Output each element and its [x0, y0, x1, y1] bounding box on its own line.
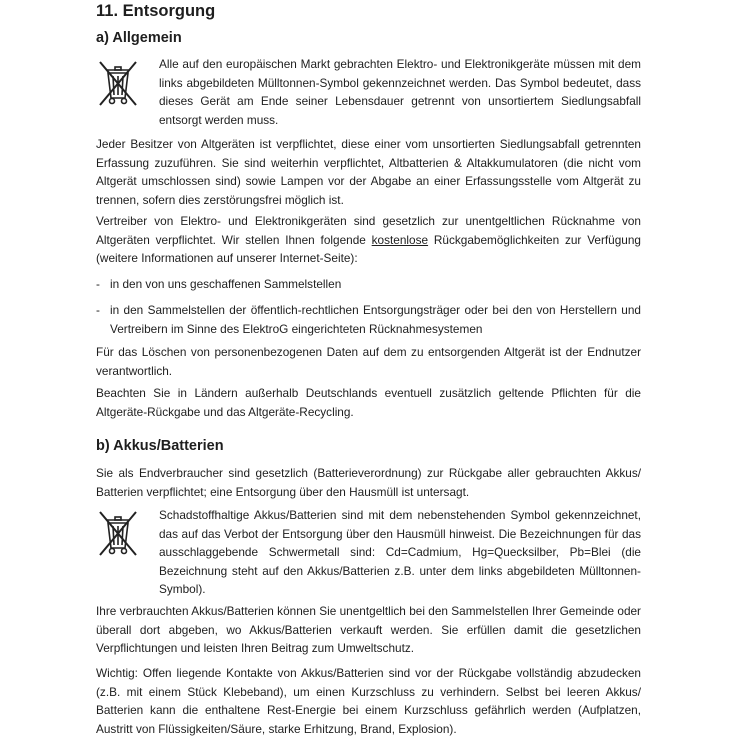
- batteries-paragraph-3: Wichtig: Offen liegende Kontakte von Akkus/Batterien sind vor der Rückgabe vollständig abzudecken (z.B. mit einem Stück Klebeband), um einen Kurzschluss zu verhindern. Selbst bei leeren Akkus/ Batterien kann die enthaltene Rest-Energie bei einem Kurzschluss gefährlich werden (Aufplatzen, Austritt von Flüssigkeiten/Säure, starke Erhitzung, Brand, Explosion).: [96, 666, 641, 736]
- batteries-paragraph-1: Sie als Endverbraucher sind gesetzlich (Batterieverordnung) zur Rückgabe aller gebrauchten Akkus/ Batterien verpflichtet; eine Entsorgung über den Hausmüll ist untersagt.: [96, 466, 641, 499]
- bullet-marker: -: [96, 277, 100, 291]
- batteries-paragraph-2: Ihre verbrauchten Akkus/Batterien können Sie unentgeltlich bei den Sammelstellen Ihrer Gemeinde oder überall dort abgeben, wo Akkus/Batterien verkauft werden. Sie erfüllen damit die gesetzlichen Verpflichtungen und leisten Ihren Beitrag zum Umweltschutz.: [96, 604, 641, 655]
- crossed-out-wheelie-bin-icon: [96, 58, 140, 108]
- general-intro-text: Alle auf den europäischen Markt gebrachten Elektro- und Elektronikgeräte müssen mit dem links abgebildeten Mülltonnen-Symbol gekennzeichnet werden. Das Symbol bedeutet, dass dieses Gerät am Ende seiner Lebensdauer getrennt von unsortiertem Siedlungsabfall entsorgt werden muss.: [159, 57, 641, 127]
- bullet-marker: -: [96, 303, 100, 317]
- list-item: [96, 301, 641, 338]
- free-of-charge-emphasis: kostenlose: [371, 232, 429, 247]
- section-title: 11. Entsorgung: [96, 2, 216, 20]
- batteries-intro-text: Schadstoffhaltige Akkus/Batterien sind mit dem nebenstehenden Symbol gekennzeichnet, das auf das Verbot der Entsorgung über den Hausmüll hinweist. Die Bezeichnungen für das ausschlaggebende Schwermetall sind: Cd=Cadmium, Hg=Quecksilber, Pb=Blei (die Bezeichnung steht auf den Akkus/Batterien z.B. unter dem links abgebildeten Mülltonnen-Symbol).: [159, 508, 641, 596]
- list-item-text: in den Sammelstellen der öffentlich-rechtlichen Entsorgungsträger oder bei den von Herstellern und Vertreibern im Sinne des ElektroG eingerichteten Rücknahmesystemen: [110, 303, 641, 336]
- general-paragraph-4: Beachten Sie in Ländern außerhalb Deutschlands eventuell zusätzlich geltende Pflichten für die Altgeräte-Rückgabe und das Altgeräte-Recycling.: [96, 386, 641, 419]
- general-paragraph-2: Vertreiber von Elektro- und Elektronikgeräten sind gesetzlich zur unentgeltlichen Rücknahme von Altgeräten verpflichtet. Wir stellen Ihnen folgende kostenlose Rückgabemöglichkeiten zur Verfügung (weitere Informationen auf unserer Internet-Seite):: [96, 214, 641, 265]
- general-paragraph-1: Jeder Besitzer von Altgeräten ist verpflichtet, diese einer vom unsortierten Siedlungsabfall getrennten Erfassung zuzuführen. Sie sind weiterhin verpflichtet, Altbatterien & Altakkumulatoren (die nicht vom Altgerät umschlossen sind) sowie Lampen vor der Abgabe an einer Erfassungsstelle vom Altgerät zu trennen, sofern dies zerstörungsfrei möglich ist.: [96, 137, 641, 207]
- list-item: [96, 275, 641, 294]
- general-paragraph-3: Für das Löschen von personenbezogenen Daten auf dem zu entsorgenden Altgerät ist der Endnutzer verantwortlich.: [96, 345, 641, 378]
- subsection-heading-batteries: b) Akkus/Batterien: [96, 438, 224, 454]
- subsection-heading-general: a) Allgemein: [96, 30, 182, 46]
- list-item-text: in den von uns geschaffenen Sammelstellen: [110, 277, 342, 291]
- crossed-out-battery-bin-icon: [96, 508, 140, 558]
